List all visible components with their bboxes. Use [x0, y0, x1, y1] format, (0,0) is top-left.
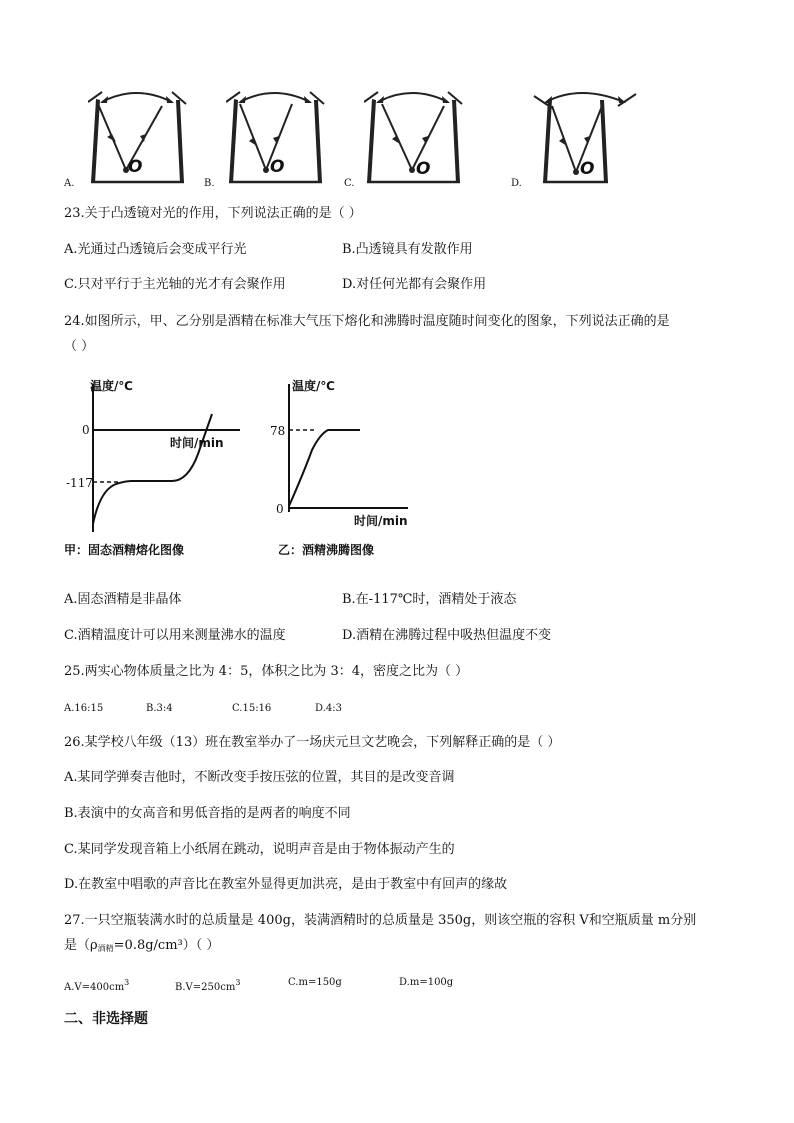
q26-option-a: A.某同学弹奏吉他时，不断改变手按压弦的位置，其目的是改变音调	[64, 770, 455, 785]
point-o-label-d: O	[580, 159, 595, 179]
q24-stem-cont: （ ）	[64, 339, 95, 354]
q24-option-c: C.酒精温度计可以用来测量沸水的温度	[64, 628, 286, 643]
q25-option-d: D.4:3	[315, 703, 342, 714]
q23-option-a: A.光通过凸透镜后会变成平行光	[64, 242, 247, 257]
q27-option-d: D.m=100g	[399, 977, 454, 988]
q26-option-c: C.某同学发现音箱上小纸屑在跳动，说明声音是由于物体振动产生的	[64, 842, 455, 857]
q23-stem: 23.关于凸透镜对光的作用，下列说法正确的是（ ）	[64, 206, 362, 221]
q25-option-c: C.15:16	[232, 703, 272, 714]
boiling-ylabel: 温度/℃	[292, 379, 335, 393]
q24-option-a: A.固态酒精是非晶体	[64, 592, 182, 607]
melting-tick-low: -117	[66, 476, 93, 490]
mirror-figure-c	[364, 90, 464, 186]
melting-tick-zero: 0	[82, 423, 90, 437]
q27-stem-cont: 是$(\rho_{酒精}=0.8g/cm^3)$（ ）	[64, 938, 220, 953]
q23-option-d: D.对任何光都有会聚作用	[342, 277, 487, 292]
q27-stem: 27.一只空瓶装满水时的总质量是 400g，装满酒精时的总质量是 350g，则该空瓶的容积 V和空瓶质量 m分别	[64, 913, 697, 928]
q27-option-b: $B.V=250cm^3$	[175, 978, 241, 993]
melting-ylabel: 温度/℃	[90, 379, 133, 393]
q27-option-c: C.m=150g	[288, 977, 342, 988]
q24-option-d: D.酒精在沸腾过程中吸热但温度不变	[342, 628, 552, 643]
q24-option-b: B.在-117℃时，酒精处于液态	[342, 592, 517, 607]
boiling-tick-high: 78	[270, 424, 286, 438]
q25-option-b: B.3:4	[146, 703, 173, 714]
q25-option-a: A.16:15	[64, 703, 104, 714]
point-o-label-a: O	[128, 157, 143, 177]
q26-option-b: B.表演中的女高音和男低音指的是两者的响度不同	[64, 806, 351, 821]
melting-xlabel: 时间/min	[170, 436, 224, 450]
point-o-label-c: O	[416, 159, 431, 179]
figure-label-c: C.	[344, 178, 355, 189]
boiling-xlabel: 时间/min	[354, 514, 408, 528]
q23-option-b: B.凸透镜具有发散作用	[342, 242, 473, 257]
section-title: 二、非选择题	[64, 1011, 148, 1027]
melting-caption: 甲：固态酒精熔化图像	[64, 543, 185, 557]
q26-option-d: D.在教室中唱歌的声音比在教室外显得更加洪亮，是由于教室中有回声的缘故	[64, 877, 508, 892]
figure-label-a: A.	[64, 178, 75, 189]
q24-stem: 24.如图所示，甲、乙分别是酒精在标准大气压下熔化和沸腾时温度随时间变化的图象，下列说法正确的是	[64, 314, 670, 329]
figure-label-b: B.	[204, 178, 215, 189]
melting-graph	[60, 372, 260, 564]
boiling-caption: 乙：酒精沸腾图像	[278, 543, 375, 557]
q23-option-c: C.只对平行于主光轴的光才有会聚作用	[64, 277, 286, 292]
boiling-graph	[276, 372, 416, 564]
q25-stem: 25.两实心物体质量之比为 4：5，体积之比为 3：4，密度之比为（ ）	[64, 664, 469, 679]
figure-label-d: D.	[511, 178, 522, 189]
point-o-label-b: O	[270, 157, 285, 177]
q26-stem: 26.某学校八年级（13）班在教室举办了一场庆元旦文艺晚会，下列解释正确的是（ ）	[64, 735, 561, 750]
q27-option-a: $A.V=400cm^3$	[64, 978, 130, 993]
boiling-tick-zero: 0	[276, 502, 284, 516]
